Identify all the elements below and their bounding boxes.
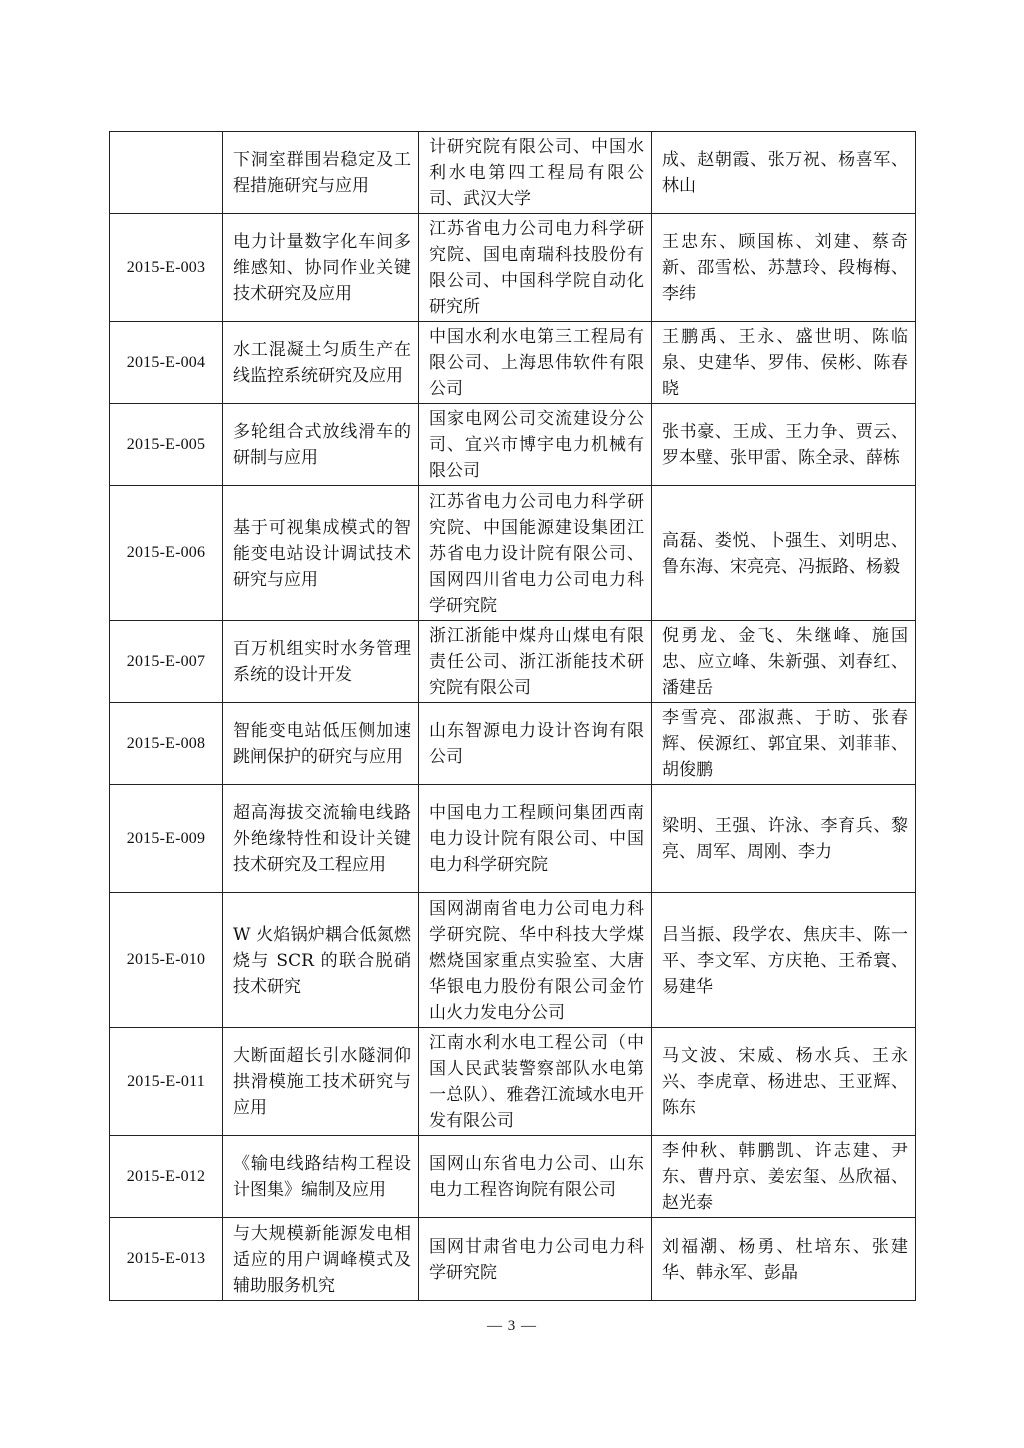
project-id: 2015-E-004 (110, 322, 223, 404)
award-table (109, 131, 916, 1301)
table-row (110, 703, 916, 785)
page-number: — 3 — (487, 1318, 537, 1334)
table-row (110, 785, 916, 893)
project-id: 2015-E-012 (110, 1136, 223, 1218)
project-id: 2015-E-008 (110, 703, 223, 785)
project-title: 与大规模新能源发电相适应的用户调峰模式及辅助服务机究 (223, 1218, 419, 1301)
project-title: 大断面超长引水隧洞仰拱滑模施工技术研究与应用 (223, 1028, 419, 1136)
project-organizations: 浙江浙能中煤舟山煤电有限责任公司、浙江浙能技术研究院有限公司 (419, 621, 652, 703)
project-title: 水工混凝土匀质生产在线监控系统研究及应用 (223, 322, 419, 404)
project-members: 刘福潮、杨勇、杜培东、张建华、韩永军、彭晶 (652, 1218, 916, 1301)
project-id: 2015-E-006 (110, 486, 223, 621)
project-members: 李仲秋、韩鹏凯、许志建、尹东、曹丹京、姜宏玺、丛欣福、赵光泰 (652, 1136, 916, 1218)
project-id: 2015-E-013 (110, 1218, 223, 1301)
table-row (110, 1136, 916, 1218)
project-id (110, 132, 223, 214)
project-id: 2015-E-011 (110, 1028, 223, 1136)
project-title: 多轮组合式放线滑车的研制与应用 (223, 404, 419, 486)
project-members: 梁明、王强、许泳、李育兵、黎亮、周军、周刚、李力 (652, 785, 916, 893)
table-row (110, 1218, 916, 1301)
project-members: 王鹏禹、王永、盛世明、陈临泉、史建华、罗伟、侯彬、陈春晓 (652, 322, 916, 404)
table-row (110, 322, 916, 404)
project-title: 基于可视集成模式的智能变电站设计调试技术研究与应用 (223, 486, 419, 621)
project-id: 2015-E-007 (110, 621, 223, 703)
table-row (110, 486, 916, 621)
table-row (110, 621, 916, 703)
project-organizations: 计研究院有限公司、中国水利水电第四工程局有限公司、武汉大学 (419, 132, 652, 214)
project-id: 2015-E-003 (110, 214, 223, 322)
project-organizations: 山东智源电力设计咨询有限公司 (419, 703, 652, 785)
project-title: 百万机组实时水务管理系统的设计开发 (223, 621, 419, 703)
project-members: 马文波、宋威、杨水兵、王永兴、李虎章、杨进忠、王亚辉、陈东 (652, 1028, 916, 1136)
project-members: 王忠东、顾国栋、刘建、蔡奇新、邵雪松、苏慧玲、段梅梅、李纬 (652, 214, 916, 322)
project-members: 李雪亮、邵淑燕、于昉、张春辉、侯源红、郭宜果、刘菲菲、胡俊鹏 (652, 703, 916, 785)
project-organizations: 国家电网公司交流建设分公司、宜兴市博宇电力机械有限公司 (419, 404, 652, 486)
project-id: 2015-E-009 (110, 785, 223, 893)
project-organizations: 国网山东省电力公司、山东电力工程咨询院有限公司 (419, 1136, 652, 1218)
project-organizations: 江南水利水电工程公司（中国人民武装警察部队水电第一总队）、雅砻江流域水电开发有限公司 (419, 1028, 652, 1136)
table-row (110, 1028, 916, 1136)
project-title: 智能变电站低压侧加速跳闸保护的研究与应用 (223, 703, 419, 785)
project-id: 2015-E-010 (110, 893, 223, 1028)
table-row (110, 404, 916, 486)
project-title: 《输电线路结构工程设计图集》编制及应用 (223, 1136, 419, 1218)
project-organizations: 中国水利水电第三工程局有限公司、上海思伟软件有限公司 (419, 322, 652, 404)
project-members: 吕当振、段学农、焦庆丰、陈一平、李文军、方庆艳、王希寰、易建华 (652, 893, 916, 1028)
project-members: 张书豪、王成、王力争、贾云、罗本璧、张甲雷、陈全录、薛栋 (652, 404, 916, 486)
project-organizations: 国网甘肃省电力公司电力科学研究院 (419, 1218, 652, 1301)
project-organizations: 江苏省电力公司电力科学研究院、中国能源建设集团江苏省电力设计院有限公司、国网四川省电力公司电力科学研究院 (419, 486, 652, 621)
table-row (110, 893, 916, 1028)
project-members: 高磊、娄悦、卜强生、刘明忠、鲁东海、宋亮亮、冯振路、杨毅 (652, 486, 916, 621)
project-organizations: 江苏省电力公司电力科学研究院、国电南瑞科技股份有限公司、中国科学院自动化研究所 (419, 214, 652, 322)
table-row (110, 132, 916, 214)
project-title: 电力计量数字化车间多维感知、协同作业关键技术研究及应用 (223, 214, 419, 322)
project-title: 下洞室群围岩稳定及工程措施研究与应用 (223, 132, 419, 214)
project-organizations: 国网湖南省电力公司电力科学研究院、华中科技大学煤燃烧国家重点实验室、大唐华银电力股份有限公司金竹山火力发电分公司 (419, 893, 652, 1028)
project-organizations: 中国电力工程顾问集团西南电力设计院有限公司、中国电力科学研究院 (419, 785, 652, 893)
project-members: 成、赵朝霞、张万祝、杨喜军、林山 (652, 132, 916, 214)
project-title: W 火焰锅炉耦合低氮燃烧与 SCR 的联合脱硝技术研究 (223, 893, 419, 1028)
project-members: 倪勇龙、金飞、朱继峰、施国忠、应立峰、朱新强、刘春红、潘建岳 (652, 621, 916, 703)
project-id: 2015-E-005 (110, 404, 223, 486)
project-title: 超高海拔交流输电线路外绝缘特性和设计关键技术研究及工程应用 (223, 785, 419, 893)
table-row (110, 214, 916, 322)
